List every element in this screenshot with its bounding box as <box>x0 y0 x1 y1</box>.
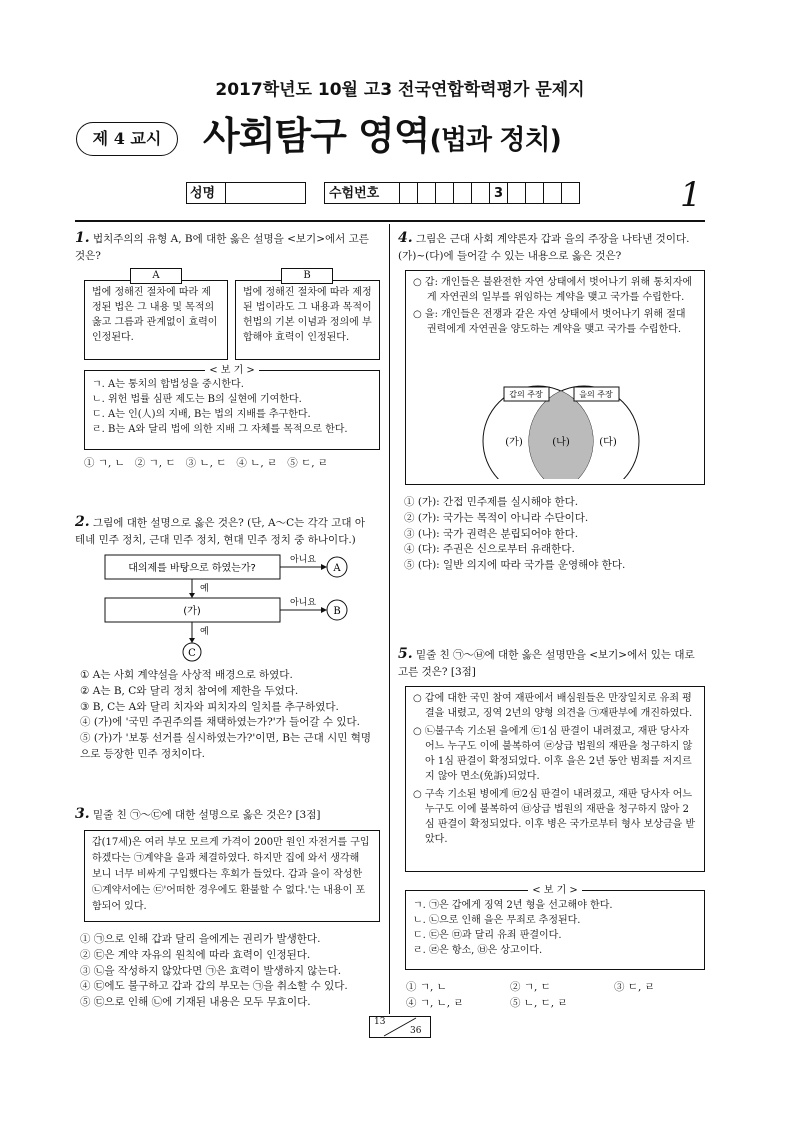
q5-box <box>405 686 705 872</box>
q1-choices: ① ㄱ, ㄴ ② ㄱ, ㄷ ③ ㄴ, ㄷ ④ ㄴ, ㄹ ⑤ ㄷ, ㄹ <box>84 457 329 469</box>
q2-flowchart <box>100 550 360 665</box>
choice[interactable]: ① ㉠으로 인해 갑과 달리 을에게는 권리가 발생한다. <box>80 933 321 945</box>
flow-no-label: 아니요 <box>289 555 317 565</box>
exam-no-cell <box>436 182 454 204</box>
question-5 <box>398 644 698 681</box>
question-2 <box>75 512 375 549</box>
q1-boga <box>84 365 380 450</box>
q4-eul: ○ 을: 개인들은 전쟁과 같은 자연 상태에서 벗어나기 위해 절대 권력에게 자연권을 양도하는 계약을 맺고 국가를 수립한다. <box>413 309 686 335</box>
q3-passage: 갑(17세)은 여러 부모 모르게 가격이 200만 원인 자전거를 구입하겠다는 ㉠계약을 을과 체결하였다. 하지만 집에 와서 생각해 보니 너무 비싸게 구입했다는 후회가 들었다. 갑과 을이 작성한 ㉡계약서에는 ㉢'어떠한 경우에도 환불할 수 없다.'는 내용이 포함되어 있다. <box>84 830 380 922</box>
q5-item: ○ ㉡불구속 기소된 을에게 ㉢1심 판결이 내려졌고, 재판 당사자 어느 누구도 이에 불복하여 ㉣상급 법원의 재판을 청구하지 않아 1심 판결이 확정되었다. 이후 을은 2년 동안 범죄를 저지르지 않아 면소(免訴)되었다. <box>413 726 693 782</box>
choice[interactable]: ⑤ ㄴ, ㄷ, ㄹ <box>510 996 568 1009</box>
choice[interactable]: ③ (나): 국가 권력은 분립되어야 한다. <box>404 527 579 540</box>
venn-ga: (가) <box>505 437 523 448</box>
q3-choices <box>80 932 380 1011</box>
choice[interactable]: ② A는 B, C와 달리 정치 참여에 제한을 두었다. <box>80 684 299 697</box>
choice[interactable]: ⑤ ㉢으로 인해 ㉡에 기재된 내용은 모두 무효이다. <box>80 996 311 1008</box>
page-total: 36 <box>410 1026 422 1036</box>
q4-box <box>405 270 705 485</box>
venn-da: (다) <box>599 437 617 448</box>
flow-yes-label: 예 <box>200 627 209 637</box>
q5-item: ○ 구속 기소된 병에게 ㉤2심 판결이 내려졌고, 재판 당사자 어느 누구도 이에 불복하여 ㉥상급 법원의 재판을 청구하지 않아 2심 판결이 확정되었다. 이후 병은 국가로부터 형사 보상금을 받았다. <box>413 789 696 845</box>
flow-yes-label: 예 <box>200 584 209 594</box>
q1-a-label: A <box>130 268 182 284</box>
subject-title <box>203 112 561 165</box>
flow-box-2-text: (가) <box>183 606 201 617</box>
exam-no-cell <box>418 182 436 204</box>
choice[interactable]: ① ㄱ, ㄴ <box>406 981 447 993</box>
column-divider <box>389 224 390 1014</box>
q4-venn <box>466 379 656 479</box>
question-3 <box>75 804 375 825</box>
q1-box-a: A 법에 정해진 절차에 따라 제정된 법은 그 내용 및 목적의 옳고 그름과 관계없이 효력이 인정된다. <box>84 280 228 360</box>
exam-no-digit: 3 <box>490 182 508 204</box>
q2-choices <box>80 668 380 763</box>
header-rule <box>75 220 705 222</box>
exam-no-cell <box>544 182 562 204</box>
q4-stem: 4. 그림은 근대 사회 계약론자 갑과 을의 주장을 나타낸 것이다. (가)~(다)에 들어갈 수 있는 내용으로 옳은 것은? <box>398 230 690 262</box>
q5-boga-title: < 보 기 > <box>528 885 582 896</box>
name-field <box>226 182 306 204</box>
gap-tag: 갑의 주장 <box>509 390 543 399</box>
exam-no-label: 수험번호 <box>324 182 400 204</box>
q5-choices <box>406 980 706 1012</box>
page-counter <box>369 1016 431 1038</box>
q5-boga-item: ㄱ. ㉠은 갑에게 징역 2년 형을 선고해야 한다. <box>413 900 613 911</box>
q1-boga-item: ㄹ. B는 A와 달리 법에 의한 지배 그 자체를 목적으로 한다. <box>92 424 348 435</box>
q5-item: ○ 갑에 대한 국민 참여 재판에서 배심원들은 만장일치로 유죄 평결을 내렸고, 징역 2년의 양형 의견을 ㉠재판부에 개진하였다. <box>413 693 693 719</box>
venn-na: (나) <box>552 437 570 448</box>
id-row <box>186 182 580 206</box>
subject-sub: (법과 정치) <box>429 125 561 156</box>
exam-no-cell <box>526 182 544 204</box>
q1-box-b: B 법에 정해진 절차에 따라 제정된 법이라도 그 내용과 목적이 헌법의 기본 이념과 정의에 부합해야 효력이 인정된다. <box>235 280 380 360</box>
q3-stem: 3. 밑줄 친 ㉠～㉢에 대한 설명으로 옳은 것은? [3점] <box>75 806 321 822</box>
exam-no-cell <box>562 182 580 204</box>
node-b-label: B <box>333 606 341 617</box>
choice[interactable]: ④ ㉢에도 불구하고 갑과 갑의 부모는 ㉠을 취소할 수 있다. <box>80 980 348 993</box>
q1-boga-item: ㄷ. A는 인(人)의 지배, B는 법의 지배를 추구한다. <box>92 409 311 420</box>
q1-b-label: B <box>281 268 333 284</box>
q5-boga-item: ㄷ. ㉢은 ㉤과 달리 유죄 판결이다. <box>413 930 562 941</box>
choice[interactable]: ③ ㄷ, ㄹ <box>614 981 655 993</box>
q1-boga-item: ㄴ. 위헌 법률 심판 제도는 B의 실현에 기여한다. <box>92 394 302 405</box>
q5-boga-item: ㄴ. ㉡으로 인해 을은 무죄로 추정된다. <box>413 915 581 926</box>
q2-stem: 2. 그림에 대한 설명으로 옳은 것은? (단, A～C는 각각 고대 아테네 민주 정치, 근대 민주 정치, 현대 민주 정치 중 하나이다.) <box>75 514 366 546</box>
eul-tag: 을의 주장 <box>579 390 613 399</box>
q1-stem: 1. 법치주의의 유형 A, B에 대한 옳은 설명을 <보기>에서 고른 것은? <box>75 230 369 262</box>
q5-boga <box>405 885 705 970</box>
choice[interactable]: ③ B, C는 A와 달리 치자와 피치자의 일치를 추구하였다. <box>80 700 339 713</box>
question-4 <box>398 228 698 265</box>
page-current: 13 <box>374 1017 386 1027</box>
page-number: 1 <box>680 175 702 215</box>
q4-choices <box>404 495 704 574</box>
node-c-label: C <box>188 648 196 659</box>
q5-boga-item: ㄹ. ㉣은 항소, ㉥은 상고이다. <box>413 945 543 956</box>
node-a-label: A <box>333 563 341 574</box>
exam-title: 2017학년도 10월 고3 전국연합학력평가 문제지 <box>215 80 585 100</box>
choice[interactable]: ④ (다): 주권은 신으로부터 유래한다. <box>404 543 575 556</box>
choice[interactable]: ② ㄱ, ㄷ <box>510 981 551 993</box>
choice[interactable]: ③ ㉡을 작성하지 않았다면 ㉠은 효력이 발생하지 않는다. <box>80 964 342 977</box>
exam-no-cell <box>400 182 418 204</box>
flow-no-label: 아니요 <box>289 598 317 608</box>
q4-gap: ○ 갑: 개인들은 불완전한 자연 상태에서 벗어나기 위해 통치자에게 자연권의 일부를 위임하는 계약을 맺고 국가를 수립한다. <box>413 277 693 303</box>
q1-boga-item: ㄱ. A는 통치의 합법성을 중시한다. <box>92 379 244 390</box>
question-1 <box>75 228 375 265</box>
exam-no-cell <box>508 182 526 204</box>
choice[interactable]: ④ (가)에 '국민 주권주의를 채택하였는가?'가 들어갈 수 있다. <box>80 716 360 729</box>
q5-stem: 5. 밑줄 친 ㉠～㉥에 대한 옳은 설명만을 <보기>에서 있는 대로 고른 것은? [3점] <box>398 646 695 678</box>
choice[interactable]: ⑤ (다): 일반 의지에 따라 국가를 운영해야 한다. <box>404 559 626 571</box>
choice[interactable]: ① (가): 간접 민주제를 실시해야 한다. <box>404 496 579 508</box>
choice[interactable]: ④ ㄱ, ㄴ, ㄹ <box>406 996 464 1009</box>
choice[interactable]: ⑤ (가)가 '보통 선거를 실시하였는가?'이면, B는 근대 시민 혁명으로 등장한 민주 정치이다. <box>80 732 371 760</box>
q1-boga-title: < 보 기 > <box>205 365 259 376</box>
choice[interactable]: ② (가): 국가는 목적이 아니라 수단이다. <box>404 511 589 524</box>
flow-box-1-text: 대의제를 바탕으로 하였는가? <box>128 563 256 574</box>
subject-main: 사회탐구 영역 <box>203 114 430 158</box>
name-label: 성명 <box>186 182 226 204</box>
period-badge: 제 4 교시 <box>76 122 178 156</box>
choice[interactable]: ② ㉢은 계약 자유의 원칙에 따라 효력이 인정된다. <box>80 948 311 961</box>
exam-no-cell <box>472 182 490 204</box>
choice[interactable]: ① A는 사회 계약설을 사상적 배경으로 하였다. <box>80 669 293 681</box>
exam-no-cell <box>454 182 472 204</box>
